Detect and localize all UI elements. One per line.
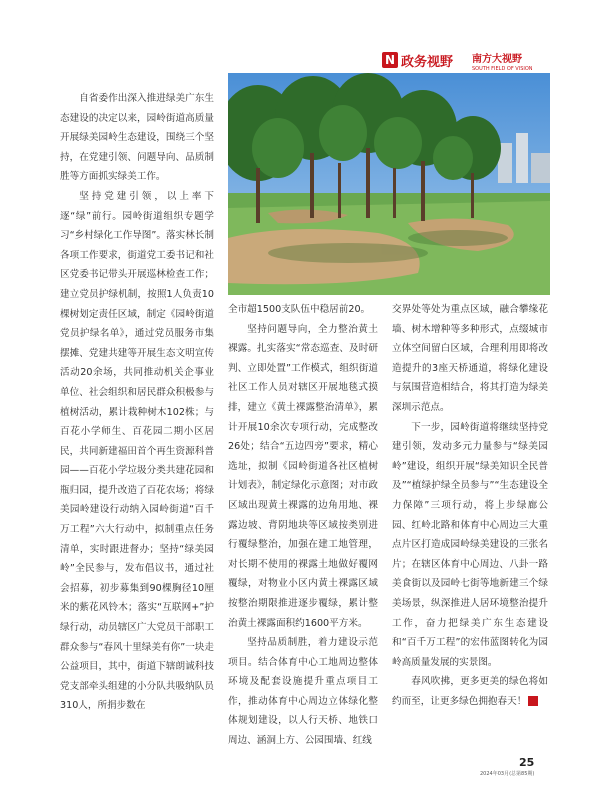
text-column-3 bbox=[392, 300, 555, 711]
end-mark-icon: N bbox=[528, 696, 538, 706]
paragraph-continuation: 全市超1500支队伍中稳居前20。 bbox=[228, 304, 371, 315]
paragraph bbox=[392, 672, 555, 711]
page-number: 25 bbox=[519, 756, 535, 769]
paragraph: 自省委作出深入推进绿美广东生态建设的决定以来，园岭街道高质量开展绿美园岭生态建设，围绕三个坚持，在党建引领、问题导向、品质制胜等方面抓实绿美工作。 bbox=[60, 93, 214, 183]
issue-info: 2024年03月(总第85期) bbox=[480, 771, 535, 777]
park-photo bbox=[228, 73, 550, 295]
closing-sentence: 春风吹拂，更多更美的绿色将如约而至，让更多绿色拥抱春天！ bbox=[392, 676, 548, 707]
paragraph-continuation: 交界处等处为重点区域，融合攀缘花墙、树木增种等多种形式，点缀城市立体空间留白区域，合理利用即将改造提升的3座天桥通道，将绿化建设与氛围营造相结合，将其打造为绿美深圳示范点。 bbox=[392, 304, 548, 413]
brand-name: 南方大视野 bbox=[472, 54, 522, 65]
brand-block bbox=[472, 50, 534, 72]
text-column-1 bbox=[60, 89, 214, 716]
paragraph: 坚持党建引领，以上率下逐“绿”前行。园岭街道组织专题学习“乡村绿化工作导图”。落实林长制各项工作要求，街道党工委书记和社区党委书记带头开展巡林检查工作；建立党员护绿机制，按照1人负责10棵树划定责任区域，制定《园岭街道党员护绿名单》，通过党员服务市集摆摊、党建共建等开展生态文明宣传活动20余场，共同推动机关企事业单位、社会组织和居民群众积极参与植树活动，累计栽种树木102株；与百花小学师生、百花园二期小区居民，共同新建福田首个再生资源科普园——百花小学垃圾分类共建花园和瓶归园，提升改造了百花农场；将绿美园岭建设行动纳入园岭街道“百千万工程”六大行动中，拟制重点任务清单，实时跟进督办；坚持“绿美园岭”全民参与，发布倡议书，通过社会招募，初步募集到90棵胸径10厘米的紫花风铃木；落实“互联网+”护绿行动，动员辖区广大党员干部职工群众参与“春风十里绿美有你”一块走公益项目，其中，街道下辖朗诚科技党支部牵头组建的小分队共吸纳队员310人，所捐步数在 bbox=[60, 190, 214, 712]
brand-subtitle: SOUTH FIELD OF VISION bbox=[472, 66, 533, 72]
magazine-logo-icon: N bbox=[382, 52, 398, 68]
paragraph: 坚持品质制胜，着力建设示范项目。结合体育中心工地周边整体环境及配套设施提升重点项目工作，推动体育中心周边立体绿化整体规划建设，以人行天桥、地铁口周边、涵洞上方、公园围墙、红线 bbox=[228, 637, 378, 747]
masthead bbox=[382, 50, 552, 72]
section-title: 政务视野 bbox=[401, 55, 454, 70]
paragraph: 下一步，园岭街道将继续坚持党建引领，发动多元力量参与“绿美园岭”建设，组织开展“绿美知识全民普及”“植绿护绿全员参与”“生态建设全力保障”三项行动，将上步绿廊公园、红岭北路和体育中心周边三大重点片区打造成园岭绿美建设的三张名片；在辖区体育中心周边、八卦一路美食街以及园岭七街等地新建三个绿美场景，纵深推进人居环境整治提升工作，奋力把绿美广东生态建设和“百千万工程”的宏伟蓝图转化为园岭高质量发展的实景图。 bbox=[392, 421, 548, 668]
paragraph: 坚持问题导向，全力整治黄土裸露。扎实落实“常态巡查、及时研判、立即处置”工作模式，组织街道社区工作人员对辖区开展地毯式摸排，建立《黄土裸露整治清单》，累计开展10余次专项行动，完成整改26处；结合“五边四旁”要求，精心选址，拟制《园岭街道各社区植树计划表》，制定绿化示意图；对市政区域出现黄土裸露的边角用地、裸露边坡、背阴地块等区域按类别进行覆绿整治，加强在建工地管理，对长期不使用的裸露土地做好覆网覆绿，对物业小区内黄土裸露区域按整治期限推进逐步覆绿，累计整治黄土裸露面积约1600平方米。 bbox=[228, 323, 378, 629]
text-column-2 bbox=[228, 300, 378, 751]
